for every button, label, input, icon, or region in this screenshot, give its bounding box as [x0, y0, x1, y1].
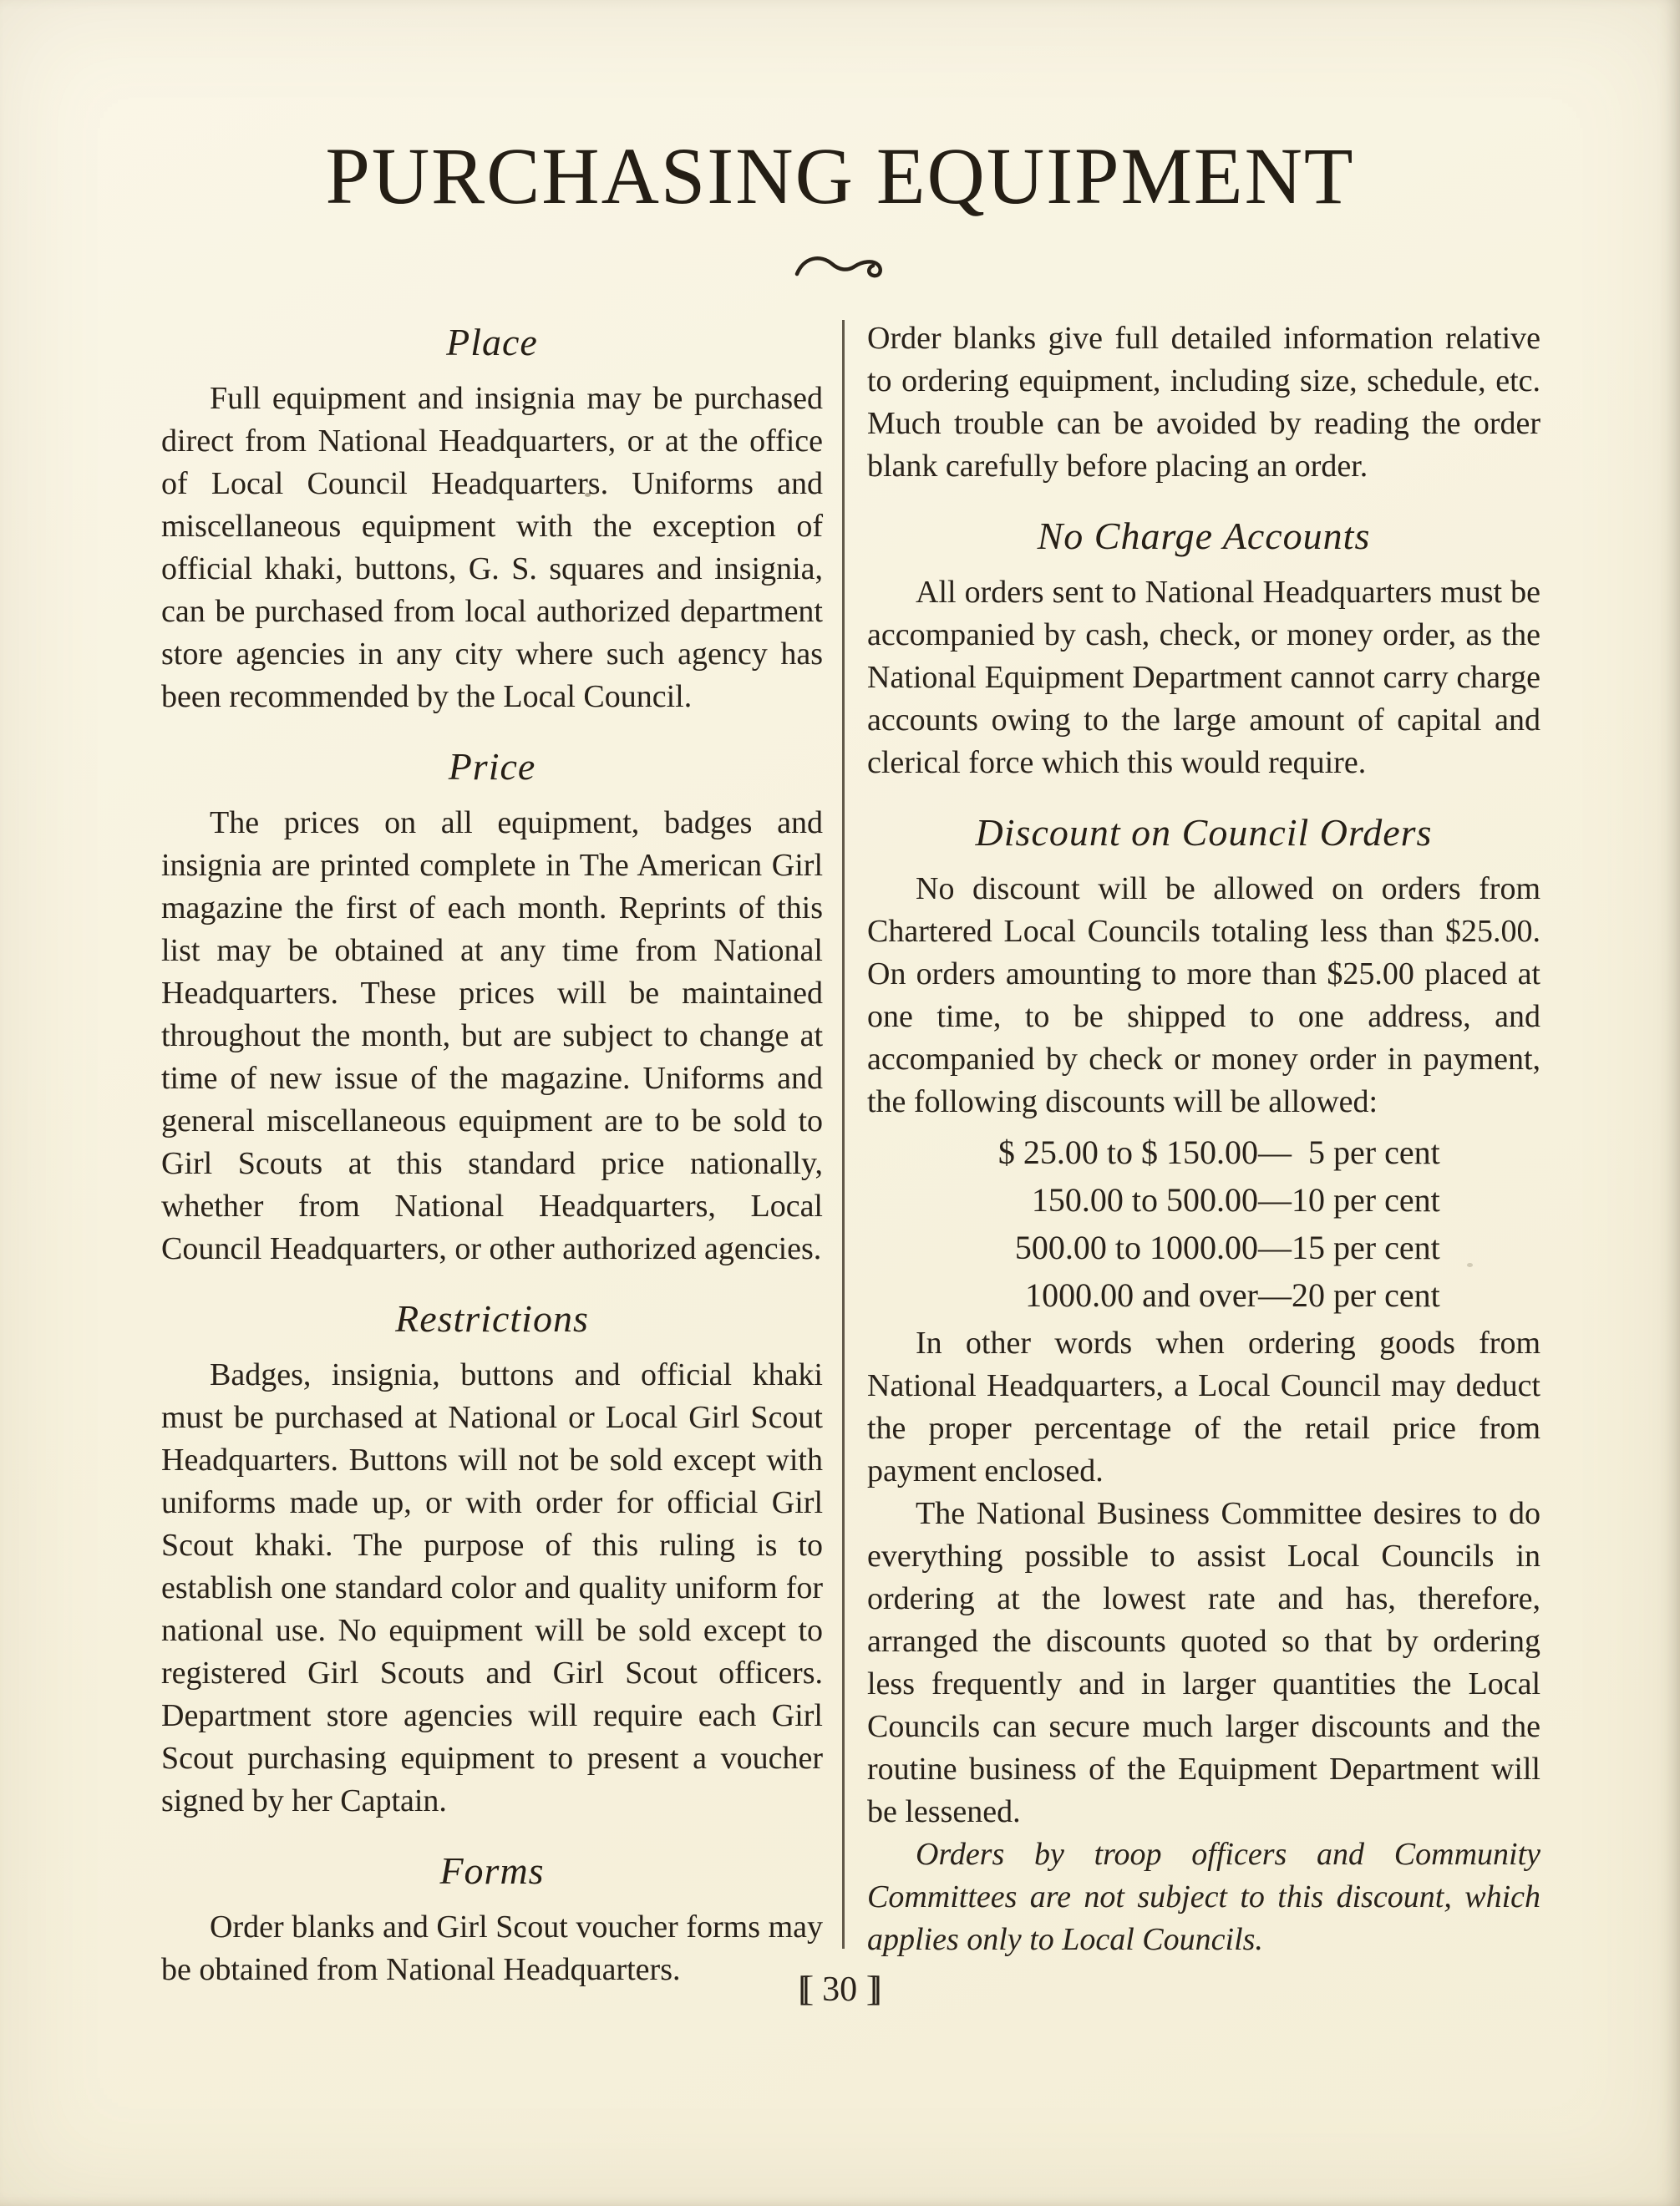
discount-range: $ 25.00 to $ 150.00 [997, 1133, 1258, 1171]
price-paragraph: The prices on all equipment, badges and insignia are printed complete in The American Girl magazine the first of each month. Reprints of this list may be obtained at any time from National Headquarters. These prices will be maintained throughout the month, but are subject to change at time of new issue of the magazine. Uniforms and general miscellaneous equipment are to be sold to Girl Scouts at this standard price nationally, whether from National Headquarters, Local Council Headquarters, or other authorized agencies. [161, 805, 823, 1266]
page-title: PURCHASING EQUIPMENT [325, 131, 1355, 221]
right-column [867, 317, 1540, 1961]
section-heading-restrictions: Restrictions [395, 1297, 589, 1340]
restrictions-paragraph: Badges, insignia, buttons and official khaki must be purchased at National or Local Girl Scout Headquarters. Buttons will not be sold except with uniforms made up, or with order for official Girl Scout khaki. The purpose of this ruling is to establish one standard color and quality uniform for national use. No equipment will be sold except to registered Girl Scouts and Girl Scout officers. Department store agencies will require each Girl Scout purchasing equipment to present a voucher signed by her Captain. [161, 1357, 823, 1818]
page-number-left-bracket: [[ [798, 1970, 806, 2009]
in-other-words-paragraph: In other words when ordering goods from National Headquarters, a Local Council may deduct the proper percentage of the retail price from payment enclosed. [867, 1326, 1540, 1488]
place-paragraph: Full equipment and insignia may be purchased direct from National Headquarters, or at the office of Local Council Headquarters. Uniforms and miscellaneous equipment with the exception of official khaki, buttons, G. S. squares and insignia, can be purchased from local authorized department store agencies in any city where such agency has been recommended by the Local Council. [161, 381, 823, 714]
section-heading-place: Place [446, 321, 538, 363]
discount-table [867, 1128, 1540, 1319]
discount-range: 150.00 to 500.00 [1031, 1181, 1258, 1219]
discount-percent: —15 per cent [1258, 1229, 1440, 1266]
section-heading-discount-on-council-orders: Discount on Council Orders [975, 811, 1433, 854]
discount-table-row [867, 1128, 1540, 1176]
discount-percent: —20 per cent [1258, 1276, 1440, 1314]
continuation-paragraph: Order blanks give full detailed information relative to ordering equipment, including size, schedule, etc. Much trouble can be avoided by reading the order blank carefully before placing an order. [867, 321, 1540, 484]
left-column [161, 317, 823, 1991]
paper-speck [585, 493, 591, 497]
page-footer [0, 1970, 1680, 2010]
discount-table-row [867, 1224, 1540, 1271]
national-business-committee-paragraph: The National Business Committee desires to do everything possible to assist Local Councils in ordering at the lowest rate and has, therefore, arranged the discounts quoted so that by ordering less frequently and in larger quantities the Local Councils can secure much larger discounts and the routine business of the Equipment Department will be lessened. [867, 1496, 1540, 1829]
section-heading-price: Price [448, 745, 536, 788]
swash-divider-ornament [0, 247, 1680, 295]
page-number: 30 [822, 1970, 858, 2009]
forms-paragraph: Order blanks and Girl Scout voucher forms may be obtained from National Headquarters. [161, 1909, 823, 1987]
discount-table-row [867, 1176, 1540, 1224]
section-heading-no-charge-accounts: No Charge Accounts [1037, 515, 1371, 557]
discount-table-row [867, 1271, 1540, 1319]
discount-percent: — 5 per cent [1258, 1133, 1440, 1171]
page-number-right-bracket: ]] [865, 1970, 875, 2009]
troop-officers-note-paragraph: Orders by troop officers and Community Committees are not subject to this discount, which applies only to Local Councils. [867, 1837, 1540, 1957]
paper-speck [1467, 1263, 1473, 1267]
discount-percent: —10 per cent [1258, 1181, 1440, 1219]
no-charge-paragraph: All orders sent to National Headquarters must be accompanied by cash, check, or money order, as the National Equipment Department cannot carry charge accounts owing to the large amount of capital and clerical force which this would require. [867, 575, 1540, 780]
discount-range: 500.00 to 1000.00 [1014, 1229, 1258, 1266]
discount-intro-paragraph: No discount will be allowed on orders from Chartered Local Councils totaling less than $25.00. On orders amounting to more than $25.00 placed at one time, to be shipped to one address, and accompanied by check or money order in payment, the following discounts will be allowed: [867, 871, 1540, 1119]
section-heading-forms: Forms [439, 1849, 545, 1892]
column-divider-rule [842, 320, 845, 1949]
discount-range: 1000.00 and over [1025, 1276, 1258, 1314]
